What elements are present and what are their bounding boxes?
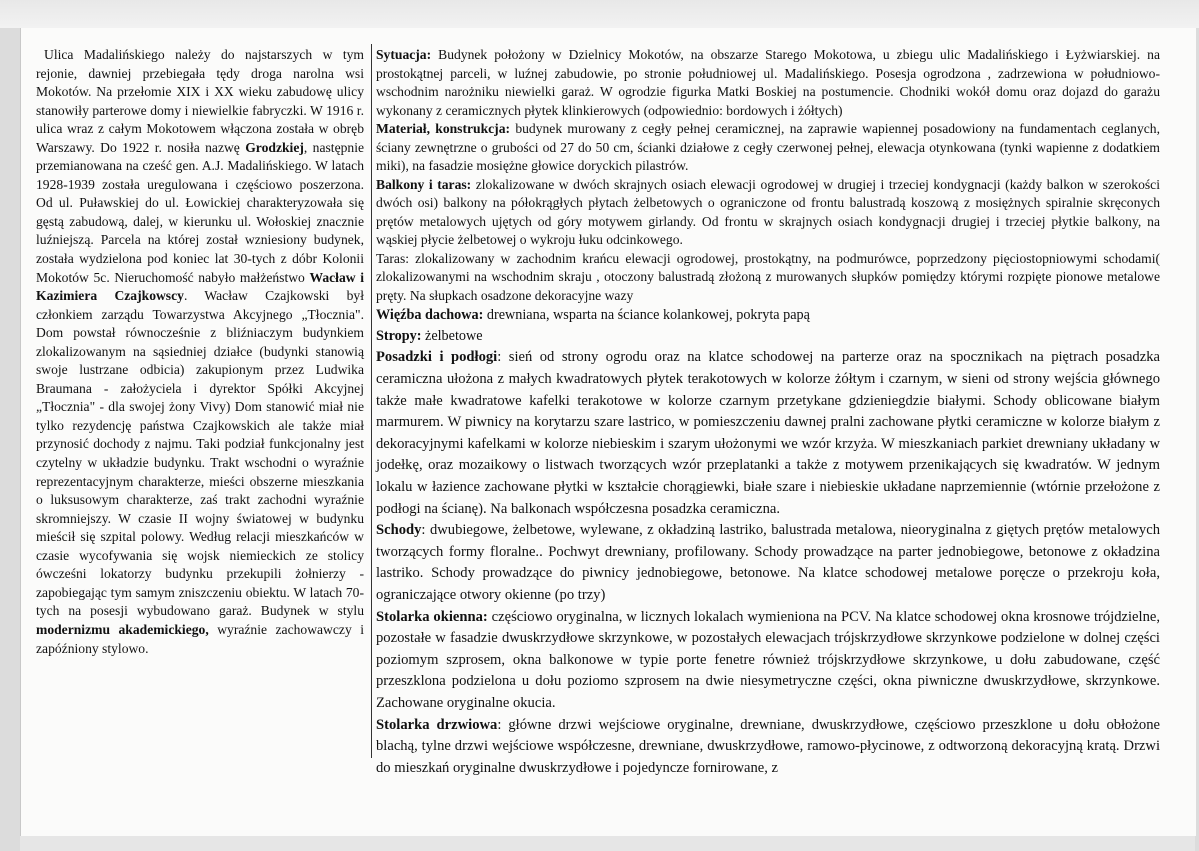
bold-style: modernizmu akademickiego, [36, 621, 209, 637]
section-material: Materiał, konstrukcja: budynek murowany z cegły pełnej ceramicznej, na zaprawie wapiennej posadowiony na fundamentach ceglanych, ściany zewnętrzne o grubości od 27 do 50 cm, ścianki działowe z cegły czerwonej pełnej, elewacja otynkowana (tynki wapienne z dodatkiem miki), na fasadzie mosiężne głowice doryckich pilastrów. [376, 121, 1160, 173]
section-stolarka-drzwiowa: Stolarka drzwiowa: główne drzwi wejściowe oryginalne, drewniane, dwuskrzydłowe, częściowo przeszklone u dołu obłożone blachą, tylne drzwi wejściowe współczesne, drewniane, dwuskrzydłowe, ramowo-płycinowe, z odtworzoną dekoracyjną kratą. Drzwi do mieszkań oryginalne dwuskrzydłowe i pojedyncze fornirowane, z [376, 716, 1160, 776]
section-stolarka-okienna: Stolarka okienna: częściowo oryginalna, w licznych lokalach wymieniona na PCV. Na klatce schodowej okna krosnowe trójdzielne, pozostałe w fasadzie dwuskrzydłowe skrzynkowe, w pozostałych elewacjach trójskrzydłowe skrzynkowe podzielone w dolnej części poziomym szprosem, okna balkonowe w typie porte fenetre również trójskrzydłowe skrzynkowe, u dołu zabudowane, część przeszklona podzielona u dołu poziomo szprosem na dwie niesymetryczne części, okna piwniczne dwuskrzydłowe, skrzynkowe. Zachowane oryginalne okucia. [376, 608, 1160, 711]
scan-bottom-edge [20, 836, 1195, 851]
section-wiezba: Więźba dachowa: drewniana, wsparta na ściance kolankowej, pokryta papą [376, 307, 810, 323]
right-column-description [376, 46, 1160, 779]
history-paragraph: Ulica Madalińskiego należy do najstarszych w tym rejonie, dawniej przebiegała tędy droga narolna wsi Mokotów. Na przełomie XIX i XX wieku zabudowę ulicy stanowiły parterowe domy i niewielkie fabryczki. W 1916 r. ulica wraz z całym Mokotowem włączona została w obręb Warszawy. Do 1922 r. nosiła nazwę Grodzkiej, następnie przemianowana na cześć gen. A.J. Madalińskiego. W latach 1928-1939 została uregulowana i częściowo poszerzona. Od ul. Puławskiej do ul. Łowickiej charakteryzowała się gęstą zabudową, dalej, w kierunku ul. Wołoskiej znacznie luźniejszą. Parcela na której został wzniesiony budynek, została wydzielona pod koniec lat 30-tych z dóbr Kolonii Mokotów 5c. Nieruchomość nabyło małżeństwo Wacław i Kazimiera Czajkowscy. Wacław Czajkowski był członkiem zarządu Towarzystwa Akcyjnego „Tłocznia". Dom powstał równocześnie z bliźniaczym budynkiem zlokalizowanym na sąsiedniej działce (budynki stanowią swoje lustrzane odbicia) zakupionym przez Ludwika Braumana - założyciela i dyrektor Spółki Akcyjnej „Tłocznia" - dla swojej żony Vivy) Dom stanowić miał nie tylko rezydencję państwa Czajkowskich ale także miał przynosić dochody z najmu. Taki podział funkcjonalny jest czytelny w układzie budynku. Trakt wschodni o wyraźnie reprezentacyjnym charakterze, mieści obszerne mieszkania o luksusowym charakterze, zaś trakt zachodni wyraźnie skromniejszy. W czasie II wojny światowej w budynku mieścił się szpital polowy. Według relacji mieszkańców w czasie wycofywania się wojsk niemieckich ze stolicy ówcześni lokatorzy budynku przekupili żołnierzy - zapobiegając tym samym zniszczeniu obiektu. W latach 70-tych na posesji wybudowano garaż. Budynek w stylu modernizmu akademickiego, wyraźnie zachowawczy i zapóźniony stylowo. [36, 47, 365, 656]
left-column-history [36, 46, 364, 658]
section-balkony: Balkony i taras: zlokalizowane w dwóch skrajnych osiach elewacji ogrodowej w drugiej i trzeciej kondygnacji (każdy balkon w szerokości dwóch osi) balkony na półokrągłych płytach żelbetowych o ograniczone od frontu balustradą koszową z mosiężnych spiralnie skręconych prętów metalowych ujętych od góry motywem girlandy. Od frontu w skrajnych osiach kondygnacji drugiej i trzeciej płytkie balkony, na wąskiej płycie żelbetowej o wykroju łuku odcinkowego. [376, 176, 1160, 247]
scan-top-edge [0, 0, 1199, 28]
section-taras: Taras: zlokalizowany w zachodnim krańcu elewacji ogrodowej, prostokątny, na podmurówce, poprzedzony pięciostopniowymi schodami( zlokalizowanymi na wschodnim skraju , otoczony balustradą złożoną z murowanych słupków pomiędzy którymi rozpięte pionowe metalowe pręty. Na słupkach osadzone dekoracyjne wazy [376, 250, 1160, 303]
section-sytuacja: Sytuacja: Budynek położony w Dzielnicy Mokotów, na obszarze Starego Mokotowa, u zbiegu ulic Madalińskiego i Łyżwiarskiej. na prostokątnej parceli, w luźnej zabudowie, po stronie południowej ul. Madalińskiego. Posesja ogrodzona , zadrzewiona w południowo-wschodnim narożniku niewielki garaż. W ogrodzie figurka Matki Boskiej na postumencie. Chodniki wokół domu oraz dojazd do garażu wykonany z ceramicznych płytek klinkierowych (odpowiednio: bordowych i żółtych) [376, 47, 1160, 118]
section-stropy: Stropy: żelbetowe [376, 328, 483, 345]
bold-grodzka: Grodzkiej [245, 139, 304, 155]
column-divider [371, 44, 372, 758]
bold-owners: Wacław i Kazimiera Czajkowscy [36, 269, 364, 304]
section-posadzki: Posadzki i podłogi: sień od strony ogrodu oraz na klatce schodowej na parterze oraz na spocznikach na piętrach posadzka ceramiczna ułożona z małych kwadratowych płytek terakotowych w kolorze żółtym i czarnym, w sieni od strony wejścia głównego także małe kwadratowe kafelki terakotowe w kolorze czarnym przetykane gdzieniegdzie białymi. Schody oblicowane białym marmurem. W piwnicy na korytarzu szare lastrico, w pomieszczeniu dawnej pralni zachowane płytki ceramiczne w kolorze białym z dekoracyjnymi kafelkami w kolorze niebieskim i szarym ułożonymi we wzór krzyża. W mieszkaniach parkiet drewniany układany w jodełkę, oraz mozaikowy o listwach tworzących wzór przeplatanki a także z motywem przenikających się kwadratów. W jednym lokalu w łazience zachowane płytki w kształcie chorągiewki, białe szare i niebieskie układane naprzemiennie (wtórnie przełożone z podłogi na ścianę). Na balkonach współczesna posadzka ceramiczna. [376, 349, 1160, 517]
section-schody: Schody: dwubiegowe, żelbetowe, wylewane, z okładziną lastriko, balustrada metalowa, nieoryginalna z giętych prętów metalowych tworzących formy floralne.. Pochwyt drewniany, profilowany. Schody prowadzące na parter jednobiegowe, betonowe z okładzina lastriko. Schody prowadzące do piwnicy jednobiegowe, betonowe. Na klatce schodowej metalowe poręcze o przekroju koła, ograniczające otwory okienne (po trzy) [376, 522, 1160, 603]
